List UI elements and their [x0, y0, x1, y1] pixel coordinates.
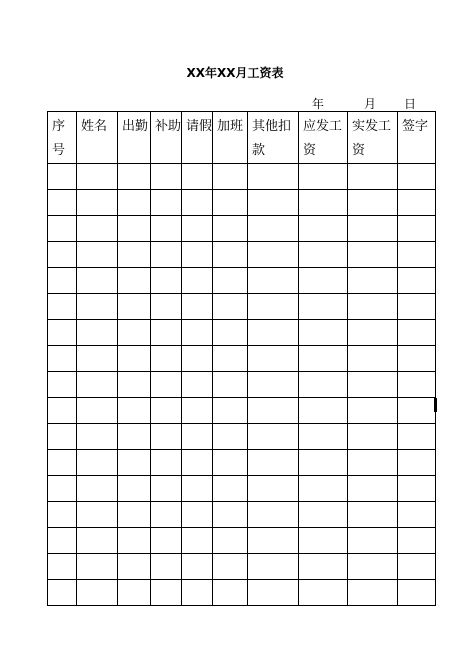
table-cell[interactable] [118, 528, 151, 554]
table-cell[interactable] [118, 216, 151, 242]
table-cell[interactable] [248, 554, 299, 580]
table-cell[interactable] [248, 450, 299, 476]
table-cell[interactable] [77, 216, 118, 242]
table-cell[interactable] [48, 216, 77, 242]
table-cell[interactable] [77, 164, 118, 190]
table-cell[interactable] [48, 450, 77, 476]
table-cell[interactable] [77, 294, 118, 320]
table-cell[interactable] [213, 580, 248, 606]
table-cell[interactable] [77, 268, 118, 294]
table-cell[interactable] [77, 450, 118, 476]
table-cell[interactable] [348, 190, 398, 216]
table-cell[interactable] [398, 424, 436, 450]
table-cell[interactable] [299, 216, 348, 242]
salary-table [47, 111, 436, 606]
date-year-label: 年 [312, 97, 325, 111]
date-day-label: 日 [404, 97, 417, 111]
table-cell[interactable] [77, 398, 118, 424]
table-cell[interactable] [213, 450, 248, 476]
table-cell[interactable] [182, 190, 213, 216]
table-cell[interactable] [213, 372, 248, 398]
table-cell[interactable] [248, 346, 299, 372]
table-cell[interactable] [299, 554, 348, 580]
table-cell[interactable] [398, 320, 436, 346]
table-cell[interactable] [118, 164, 151, 190]
table-row [48, 216, 436, 242]
table-row [48, 424, 436, 450]
table-cell[interactable] [299, 476, 348, 502]
table-row [48, 450, 436, 476]
table-cell[interactable] [398, 164, 436, 190]
table-cell[interactable] [348, 502, 398, 528]
table-cell[interactable] [398, 580, 436, 606]
table-cell[interactable] [398, 372, 436, 398]
table-cell[interactable] [118, 294, 151, 320]
table-cell[interactable] [299, 372, 348, 398]
table-cell[interactable] [151, 554, 182, 580]
table-cell[interactable] [77, 502, 118, 528]
table-cell[interactable] [248, 216, 299, 242]
table-cell[interactable] [248, 164, 299, 190]
table-cell[interactable] [151, 216, 182, 242]
table-cell[interactable] [213, 554, 248, 580]
table-cell[interactable] [77, 242, 118, 268]
table-cell[interactable] [48, 268, 77, 294]
table-cell[interactable] [118, 398, 151, 424]
table-cell[interactable] [151, 580, 182, 606]
document-title: XX年XX月工资表 [186, 66, 284, 80]
table-cell[interactable] [348, 528, 398, 554]
table-row [48, 346, 436, 372]
table-cell[interactable] [151, 164, 182, 190]
table-cell[interactable] [182, 528, 213, 554]
table-cell[interactable] [182, 320, 213, 346]
table-cell[interactable] [182, 372, 213, 398]
table-cell[interactable] [213, 346, 248, 372]
table-cell[interactable] [118, 580, 151, 606]
table-cell[interactable] [151, 502, 182, 528]
table-cell[interactable] [299, 424, 348, 450]
table-row [48, 294, 436, 320]
table-cell[interactable] [248, 242, 299, 268]
table-cell[interactable] [151, 346, 182, 372]
table-cell[interactable] [48, 294, 77, 320]
table-cell[interactable] [118, 190, 151, 216]
header-cell: 姓名 [77, 112, 118, 164]
table-cell[interactable] [348, 450, 398, 476]
table-cell[interactable] [118, 320, 151, 346]
table-row [48, 398, 436, 424]
table-row [48, 476, 436, 502]
table-cell[interactable] [182, 242, 213, 268]
table-cell[interactable] [348, 242, 398, 268]
table-cell[interactable] [213, 528, 248, 554]
table-cell[interactable] [48, 528, 77, 554]
table-cell[interactable] [248, 294, 299, 320]
table-cell[interactable] [299, 320, 348, 346]
date-month-label: 月 [364, 97, 377, 111]
table-cell[interactable] [398, 268, 436, 294]
table-cell[interactable] [299, 398, 348, 424]
table-cell[interactable] [213, 164, 248, 190]
table-row [48, 320, 436, 346]
table-cell[interactable] [248, 476, 299, 502]
table-cell[interactable] [151, 268, 182, 294]
table-cell[interactable] [213, 242, 248, 268]
table-cell[interactable] [77, 476, 118, 502]
table-cell[interactable] [118, 372, 151, 398]
table-cell[interactable] [77, 554, 118, 580]
table-cell[interactable] [348, 320, 398, 346]
table-body [48, 164, 436, 606]
table-cell[interactable] [348, 424, 398, 450]
table-cell[interactable] [151, 190, 182, 216]
table-cell[interactable] [151, 320, 182, 346]
header-cell: 序号 [48, 112, 77, 164]
table-cell[interactable] [182, 268, 213, 294]
table-cell[interactable] [77, 528, 118, 554]
table-cell[interactable] [77, 580, 118, 606]
table-cell[interactable] [77, 320, 118, 346]
header-cell: 加班 [213, 112, 248, 164]
table-cell[interactable] [348, 294, 398, 320]
table-cell[interactable] [151, 450, 182, 476]
table-cell[interactable] [48, 372, 77, 398]
table-cell[interactable] [77, 424, 118, 450]
table-cell[interactable] [299, 190, 348, 216]
table-cell[interactable] [299, 502, 348, 528]
table-cell[interactable] [348, 268, 398, 294]
table-cell[interactable] [299, 242, 348, 268]
table-cell[interactable] [182, 294, 213, 320]
table-cell[interactable] [348, 216, 398, 242]
table-cell[interactable] [299, 294, 348, 320]
table-cell[interactable] [213, 268, 248, 294]
table-cell[interactable] [182, 580, 213, 606]
table-cell[interactable] [182, 398, 213, 424]
table-cell[interactable] [299, 346, 348, 372]
table-cell[interactable] [48, 242, 77, 268]
table-cell[interactable] [48, 476, 77, 502]
table-row [48, 502, 436, 528]
table-cell[interactable] [48, 398, 77, 424]
table-row [48, 554, 436, 580]
table-cell[interactable] [398, 528, 436, 554]
table-cell[interactable] [248, 372, 299, 398]
table-cell[interactable] [182, 554, 213, 580]
table-cell[interactable] [213, 216, 248, 242]
table-cell[interactable] [213, 190, 248, 216]
header-cell: 其他扣款 [248, 112, 299, 164]
table-cell[interactable] [182, 424, 213, 450]
table-cell[interactable] [48, 320, 77, 346]
header-cell: 实发工资 [348, 112, 398, 164]
table-cell[interactable] [348, 164, 398, 190]
table-cell[interactable] [213, 476, 248, 502]
table-cell[interactable] [118, 346, 151, 372]
table-cell[interactable] [182, 164, 213, 190]
table-cell[interactable] [398, 502, 436, 528]
header-cell: 补助 [151, 112, 182, 164]
table-row [48, 242, 436, 268]
table-cell[interactable] [182, 476, 213, 502]
table-cell[interactable] [77, 372, 118, 398]
table-cell[interactable] [48, 164, 77, 190]
table-cell[interactable] [348, 398, 398, 424]
table-cell[interactable] [348, 476, 398, 502]
table-cell[interactable] [48, 554, 77, 580]
table-cell[interactable] [248, 190, 299, 216]
table-cell[interactable] [398, 190, 436, 216]
header-cell: 请假 [182, 112, 213, 164]
table-cell[interactable] [48, 190, 77, 216]
date-line [312, 95, 416, 112]
table-cell[interactable] [398, 294, 436, 320]
table-cell[interactable] [151, 398, 182, 424]
table-cell[interactable] [118, 424, 151, 450]
table-cell[interactable] [248, 424, 299, 450]
header-cell: 签字 [398, 112, 436, 164]
table-cell[interactable] [398, 450, 436, 476]
header-cell: 应发工资 [299, 112, 348, 164]
table-cell[interactable] [248, 502, 299, 528]
table-cell[interactable] [248, 528, 299, 554]
table-cell[interactable] [299, 450, 348, 476]
table-cell[interactable] [77, 346, 118, 372]
table-cell[interactable] [348, 346, 398, 372]
header-cell: 出勤 [118, 112, 151, 164]
table-cell[interactable] [48, 346, 77, 372]
table-cell[interactable] [151, 372, 182, 398]
table-cell[interactable] [299, 164, 348, 190]
table-cell[interactable] [299, 268, 348, 294]
table-cell[interactable] [151, 242, 182, 268]
table-row [48, 190, 436, 216]
table-cell[interactable] [398, 216, 436, 242]
table-cell[interactable] [348, 372, 398, 398]
table-cell[interactable] [213, 294, 248, 320]
table-cell[interactable] [182, 216, 213, 242]
table-row [48, 372, 436, 398]
table-cell[interactable] [48, 424, 77, 450]
table-cell[interactable] [77, 190, 118, 216]
table-row [48, 528, 436, 554]
table-cell[interactable] [398, 346, 436, 372]
table-cell[interactable] [151, 424, 182, 450]
table-cell[interactable] [398, 476, 436, 502]
table-row [48, 580, 436, 606]
table-row [48, 164, 436, 190]
table-cell[interactable] [213, 398, 248, 424]
table-cell[interactable] [398, 242, 436, 268]
table-cell[interactable] [248, 268, 299, 294]
table-cell[interactable] [151, 476, 182, 502]
table-cell[interactable] [151, 528, 182, 554]
table-cell[interactable] [182, 502, 213, 528]
table-cell[interactable] [299, 580, 348, 606]
table-cell[interactable] [248, 580, 299, 606]
table-cell[interactable] [118, 450, 151, 476]
table-cell[interactable] [48, 580, 77, 606]
table-cell[interactable] [398, 554, 436, 580]
table-cell[interactable] [182, 450, 213, 476]
table-cell[interactable] [48, 502, 77, 528]
table-cell[interactable] [299, 528, 348, 554]
table-cell[interactable] [213, 502, 248, 528]
table-cell[interactable] [398, 398, 436, 424]
table-cell[interactable] [248, 398, 299, 424]
table-cell[interactable] [151, 294, 182, 320]
table-cell[interactable] [118, 268, 151, 294]
table-cell[interactable] [182, 346, 213, 372]
table-cell[interactable] [118, 502, 151, 528]
table-cell[interactable] [213, 320, 248, 346]
text-cursor-marker [434, 398, 437, 412]
table-cell[interactable] [118, 476, 151, 502]
table-row [48, 268, 436, 294]
table-cell[interactable] [348, 580, 398, 606]
table-cell[interactable] [348, 554, 398, 580]
table-cell[interactable] [118, 242, 151, 268]
table-cell[interactable] [248, 320, 299, 346]
table-cell[interactable] [213, 424, 248, 450]
table-header-row [48, 112, 436, 164]
table-cell[interactable] [118, 554, 151, 580]
